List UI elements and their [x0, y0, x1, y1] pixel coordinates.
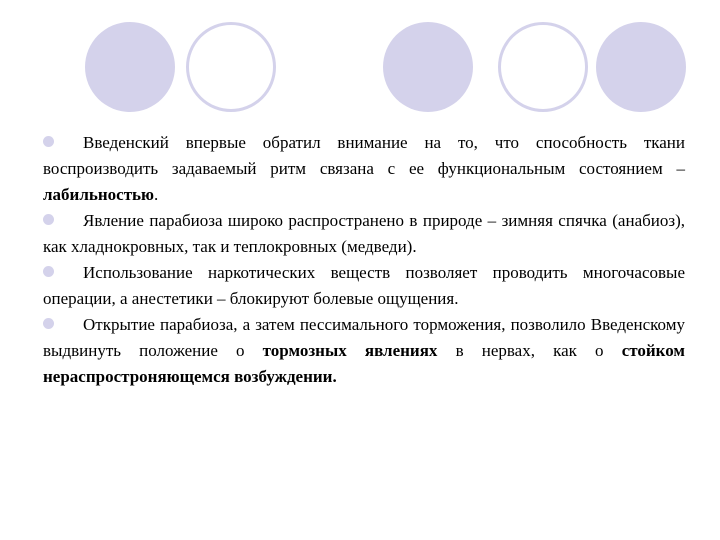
bullet-paragraph-4 [43, 312, 685, 390]
decor-circle-4 [498, 22, 588, 112]
bullet-dot-icon [43, 266, 54, 277]
decor-circle-2 [186, 22, 276, 112]
paragraph-text: Введенский впервые обратил внимание на то, что способность ткани воспроизводить задаваемый ритм связана с ее функциональным состоянием – [43, 133, 685, 178]
bold-term: стойком нераспростроняющемся возбуждении. [43, 341, 685, 386]
bullet-paragraph-3 [43, 260, 685, 312]
decor-circle-3 [383, 22, 473, 112]
bullet-paragraph-1 [43, 130, 685, 208]
slide-body [43, 130, 685, 390]
paragraph-text: Открытие парабиоза, а затем пессимального торможения, позволило Введенскому выдвинуть положение о [43, 315, 685, 360]
bold-term: лабильностью [43, 185, 155, 204]
bold-term: тормозных явлениях [262, 341, 438, 360]
bullet-dot-icon [43, 318, 54, 329]
paragraph-text: . [154, 185, 159, 204]
paragraph-text: в нервах, как о [437, 341, 622, 360]
bullet-dot-icon [43, 136, 54, 147]
paragraph-text: Явление парабиоза широко распространено в природе – зимняя спячка (анабиоз), как хладнокровных, так и теплокровных (медведи). [43, 211, 685, 256]
bullet-dot-icon [43, 214, 54, 225]
bullet-paragraph-2 [43, 208, 685, 260]
decor-circle-1 [85, 22, 175, 112]
paragraph-text: Использование наркотических веществ позволяет проводить многочасовые операции, а анестетики – блокируют болевые ощущения. [43, 263, 685, 308]
decor-circle-5 [596, 22, 686, 112]
